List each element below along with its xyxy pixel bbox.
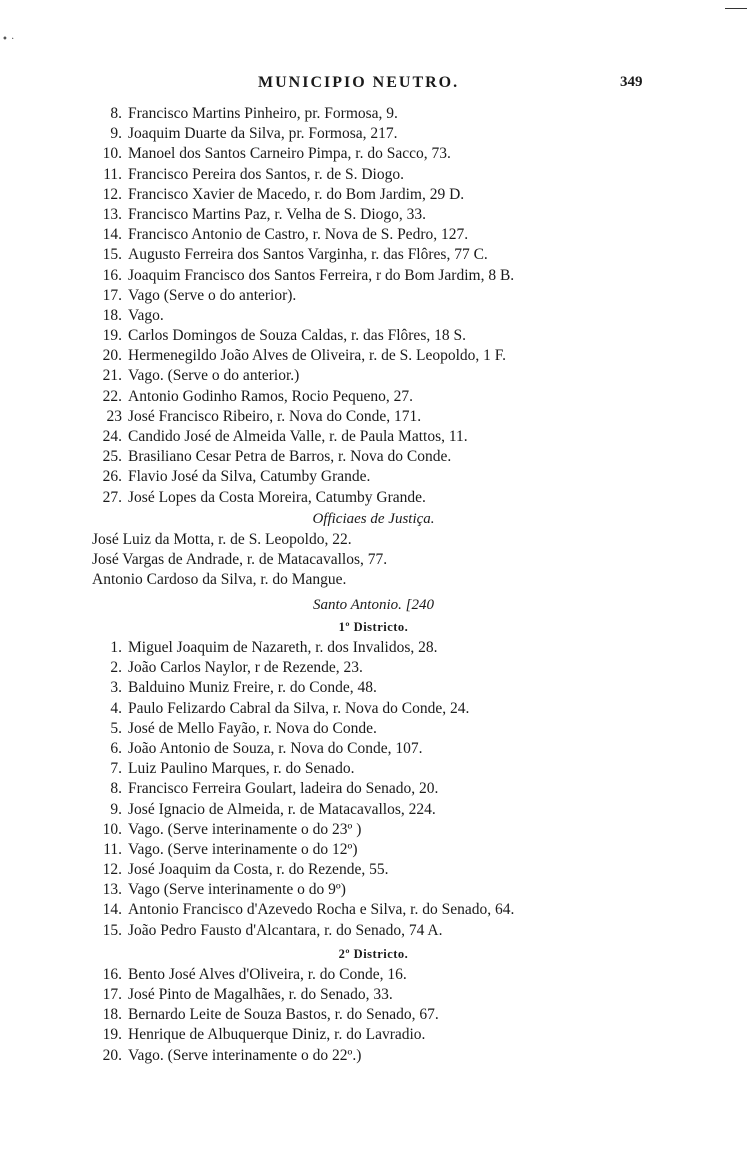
list-item (0, 921, 747, 941)
entry-number: 8. (110, 780, 122, 798)
entry-number: 12. (102, 185, 122, 203)
entry-number: 25. (102, 448, 122, 466)
entry-text: Carlos Domingos de Souza Caldas, r. das Flôres, 18 S. (128, 327, 466, 345)
district-1-heading: 1º Districto. (338, 620, 409, 634)
list-item (0, 739, 747, 759)
list-item (0, 225, 747, 245)
entry-number: 8. (110, 105, 122, 122)
list-item (0, 985, 747, 1005)
list-item (0, 1005, 747, 1025)
entry-text: Vago. (Serve interinamente o do 12º) (128, 840, 358, 858)
list-item (0, 407, 747, 427)
entry-number: 14. (102, 901, 122, 919)
officials-heading: Officiaes de Justiça. (312, 511, 435, 527)
entry-text: Joaquim Duarte da Silva, pr. Formosa, 217. (128, 125, 398, 143)
list-item (0, 1025, 747, 1045)
officials-section (0, 508, 747, 591)
entry-number: 5. (110, 719, 122, 737)
entry-list (0, 104, 747, 508)
list-item (0, 759, 747, 779)
entry-text: José de Mello Fayão, r. Nova do Conde. (128, 719, 377, 737)
list-item (0, 366, 747, 386)
entry-number: 24. (102, 428, 122, 445)
entry-text: Vago. (Serve o do anterior.) (128, 367, 300, 385)
list-item (0, 467, 747, 487)
list-item (0, 245, 747, 265)
district-2-heading: 2º Districto. (338, 946, 409, 961)
entry-number: 1. (110, 639, 122, 656)
list-item (0, 800, 747, 820)
entry-number: 20. (102, 347, 122, 365)
entry-text: Antonio Godinho Ramos, Rocio Pequeno, 27. (128, 387, 414, 405)
entry-number: 4. (110, 699, 122, 717)
entry-number: 17. (102, 986, 122, 1003)
entry-number: 9. (110, 800, 122, 818)
list-item (0, 699, 747, 719)
entry-number: 10. (102, 820, 122, 838)
list-item (0, 1046, 747, 1066)
entry-number: 23 (106, 407, 122, 425)
list-item (0, 880, 747, 900)
list-item (0, 205, 747, 225)
entry-text: Francisco Antonio de Castro, r. Nova de S. Pedro, 127. (128, 226, 469, 244)
entry-number: 6. (110, 739, 122, 757)
entry-number: 12. (102, 861, 122, 879)
entry-number: 16. (102, 965, 122, 983)
list-item (0, 124, 747, 144)
entry-text: Augusto Ferreira dos Santos Varginha, r. das Flôres, 77 C. (128, 246, 488, 264)
entry-text: Flavio José da Silva, Catumby Grande. (128, 468, 371, 486)
list-item (0, 447, 747, 467)
official-entry: José Luiz da Motta, r. de S. Leopoldo, 22. (92, 531, 352, 548)
list-item (0, 779, 747, 799)
entry-text: Vago. (Serve interinamente o do 22º.) (128, 1046, 362, 1064)
entry-text: Brasiliano Cesar Petra de Barros, r. Nova do Conde. (128, 448, 452, 466)
entry-text: Bernardo Leite de Souza Bastos, r. do Senado, 67. (128, 1006, 439, 1024)
entry-text: Henrique de Albuquerque Diniz, r. do Lavradio. (128, 1026, 426, 1044)
list-item (0, 165, 747, 185)
margin-speck: • · (2, 34, 15, 45)
entry-number: 13. (102, 881, 122, 899)
list-item (0, 860, 747, 880)
entry-number: 21. (102, 367, 122, 385)
list-item (0, 185, 747, 205)
list-item (0, 346, 747, 366)
entry-text: Paulo Felizardo Cabral da Silva, r. Nova do Conde, 24. (128, 699, 470, 717)
entry-text: Candido José de Almeida Valle, r. de Paula Mattos, 11. (128, 428, 468, 445)
district-1-list (0, 638, 747, 941)
entry-number: 7. (110, 760, 122, 778)
entry-text: Miguel Joaquim de Nazareth, r. dos Invalidos, 28. (128, 639, 438, 656)
entry-number: 11. (103, 840, 122, 858)
entry-number: 15. (102, 921, 122, 939)
list-item (0, 387, 747, 407)
entry-text: Francisco Martins Pinheiro, pr. Formosa, 9. (128, 105, 398, 122)
entry-number: 2. (110, 659, 122, 677)
entry-number: 19. (102, 327, 122, 345)
corner-mark (725, 8, 747, 9)
page-header (0, 74, 747, 98)
entry-text: José Ignacio de Almeida, r. de Matacavallos, 224. (128, 800, 436, 818)
list-item (0, 678, 747, 698)
entry-text: Balduino Muniz Freire, r. do Conde, 48. (128, 679, 377, 697)
entry-text: José Francisco Ribeiro, r. Nova do Conde, 171. (128, 407, 422, 425)
list-item (0, 488, 747, 508)
entry-number: 14. (102, 226, 122, 244)
running-title: MUNICIPIO NEUTRO. (258, 74, 460, 91)
list-item (0, 104, 747, 124)
list-item (0, 719, 747, 739)
entry-text: Vago (Serve interinamente o do 9º) (128, 881, 346, 899)
entry-text: Manoel dos Santos Carneiro Pimpa, r. do Sacco, 73. (128, 145, 451, 163)
entry-text: Vago (Serve o do anterior). (128, 286, 297, 304)
official-entry: José Vargas de Andrade, r. de Matacavallos, 77. (92, 551, 388, 569)
entry-text: Joaquim Francisco dos Santos Ferreira, r do Bom Jardim, 8 B. (128, 266, 515, 284)
entry-text: José Pinto de Magalhães, r. do Senado, 33. (128, 986, 393, 1003)
entry-text: Francisco Pereira dos Santos, r. de S. Diogo. (128, 165, 404, 183)
entry-text: João Carlos Naylor, r de Rezende, 23. (128, 659, 363, 677)
entry-number: 3. (110, 679, 122, 697)
entry-number: 19. (102, 1026, 122, 1044)
entry-number: 26. (102, 468, 122, 486)
entry-text: Vago. (Serve interinamente o do 23º ) (128, 820, 362, 838)
entry-number: 11. (103, 165, 122, 183)
santo-antonio-section (0, 594, 747, 1066)
page-number: 349 (620, 74, 643, 90)
entry-number: 18. (102, 1006, 122, 1024)
entry-text: João Antonio de Souza, r. Nova do Conde, 107. (128, 739, 423, 757)
entry-number: 10. (102, 145, 122, 163)
entry-text: José Joaquim da Costa, r. do Rezende, 55. (128, 861, 389, 879)
list-item (0, 965, 747, 985)
entry-number: 27. (102, 488, 122, 506)
list-item (0, 840, 747, 860)
entry-text: Francisco Ferreira Goulart, ladeira do Senado, 20. (128, 780, 439, 798)
entry-number: 9. (110, 125, 122, 143)
entry-text: Luiz Paulino Marques, r. do Senado. (128, 760, 355, 778)
official-entry: Antonio Cardoso da Silva, r. do Mangue. (92, 571, 347, 589)
entry-number: 20. (102, 1046, 122, 1064)
list-item (0, 820, 747, 840)
list-item (0, 900, 747, 920)
entry-number: 17. (102, 286, 122, 304)
entry-text: José Lopes da Costa Moreira, Catumby Grande. (128, 488, 426, 506)
list-item (0, 144, 747, 164)
entry-text: Vago. (128, 306, 164, 324)
entry-text: Bento José Alves d'Oliveira, r. do Conde, 16. (128, 965, 407, 983)
entry-text: Hermenegildo João Alves de Oliveira, r. de S. Leopoldo, 1 F. (128, 347, 507, 365)
entry-number: 15. (102, 246, 122, 264)
santo-antonio-heading: Santo Antonio. [240 (313, 597, 434, 613)
officials-list (0, 530, 747, 591)
entry-text: João Pedro Fausto d'Alcantara, r. do Senado, 74 A. (128, 921, 443, 939)
entry-text: Antonio Francisco d'Azevedo Rocha e Silva, r. do Senado, 64. (128, 901, 515, 919)
list-item (0, 638, 747, 658)
district-2-list (0, 965, 747, 1066)
entry-number: 16. (102, 266, 122, 284)
entry-number: 22. (102, 387, 122, 405)
entry-number: 18. (102, 306, 122, 324)
list-item (0, 306, 747, 326)
list-item (0, 658, 747, 678)
list-item (0, 266, 747, 286)
list-item (0, 326, 747, 346)
entry-number: 13. (102, 205, 122, 223)
entry-text: Francisco Xavier de Macedo, r. do Bom Jardim, 29 D. (128, 185, 465, 203)
entry-text: Francisco Martins Paz, r. Velha de S. Diogo, 33. (128, 205, 427, 223)
list-item (0, 427, 747, 447)
list-item (0, 286, 747, 306)
